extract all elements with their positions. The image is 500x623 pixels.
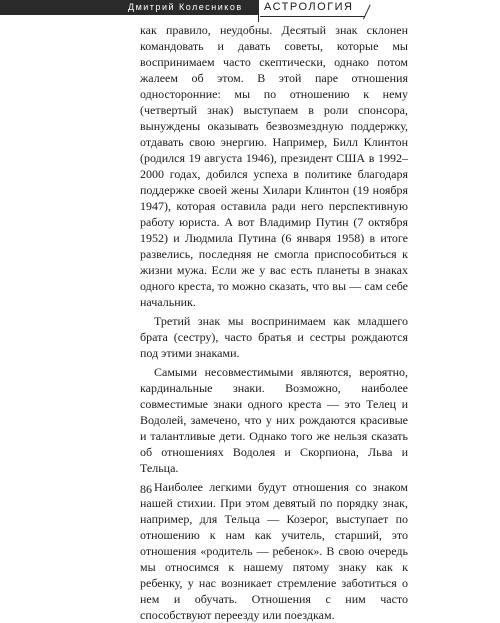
header-underline: [260, 16, 365, 17]
header-section-title: АСТРОЛОГИЯ: [264, 1, 354, 13]
paragraph: Наиболее легкими будут отношения со знаком нашей стихии. При этом девятый по порядку знак, например, для Тельца — Козерог, выступает по отношению к нам как учитель, старший, это отношения «родитель — ребенок». В свою очередь мы относимся к нашему пятому знаку как к ребенку, у нас возникает стремление заботиться о нем и обучать. Отношения с ним часто способствуют переезду или поездкам.: [140, 480, 408, 622]
header-author: Дмитрий Колесников: [128, 2, 243, 12]
page-number: 86: [140, 482, 152, 496]
body-text: [140, 22, 408, 623]
header-slash-decoration: [363, 4, 371, 19]
header-bar: [0, 0, 258, 15]
paragraph-continued: как правило, неудобны. Десятый знак склонен командовать и давать советы, которые мы воспринимаем часто скептически, однако потом жалеем об этом. В этой паре отношения односторонние: мы по отношению к нему (четвертый знак) выступаем в роли спонсора, вынуждены оказывать безвозмездную поддержку, отдавать свою энергию. Например, Билл Клинтон (родился 19 августа 1946), президент США в 1992–2000 годах, добился успеха в политике благодаря поддержке своей жены Хилари Клинтон (19 ноября 1947), которая оставила ради него перспективную работу юриста. А вот Владимир Путин (7 октября 1952) и Людмила Путина (6 января 1958) в итоге развелись, последняя не смогла приспособиться к жизни мужа. Если же у вас есть планеты в знаках одного креста, то можно сказать, что вы — сам себе начальник.: [140, 23, 408, 309]
running-header: [0, 0, 500, 22]
paragraph: Третий знак мы воспринимаем как младшего брата (сестру), часто братья и сестры рождаются под этими знаками.: [140, 314, 408, 360]
paragraph: Самыми несовместимыми являются, вероятно, кардинальные знаки. Возможно, наиболее совместимые знаки одного креста — это Телец и Водолей, замечено, что у них рождаются красивые и талантливые дети. Однако того же нельзя сказать об отношениях Водолея и Скорпиона, Льва и Тельца.: [140, 365, 408, 475]
header-divider: [258, 0, 259, 22]
